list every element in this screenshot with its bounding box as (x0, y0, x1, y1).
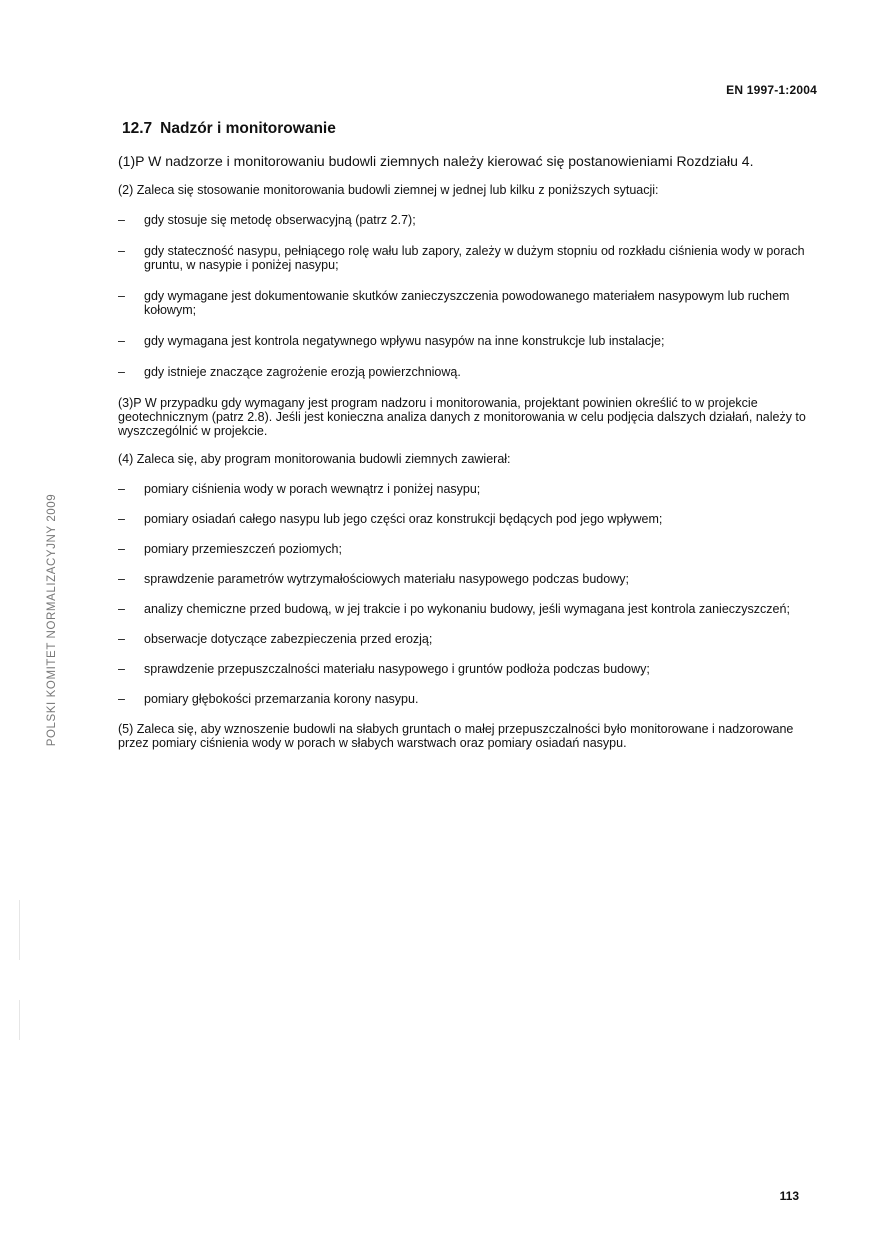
list-dash: – (118, 213, 125, 227)
section-heading (122, 120, 813, 138)
list-item: – gdy istnieje znaczące zagrożenie erozją powierzchniową. (118, 365, 461, 379)
list-item: – gdy stateczność nasypu, pełniącego rolę wału lub zapory, zależy w dużym stopniu od rozkładu ciśnienia wody w porach gruntu, w nasypie i poniżej nasypu; (118, 244, 805, 272)
list-item: – gdy wymagana jest kontrola negatywnego wpływu nasypów na inne konstrukcje lub instalacje; (118, 334, 665, 348)
list-dash: – (118, 602, 125, 616)
list-item: – gdy wymagane jest dokumentowanie skutków zanieczyszczenia powodowanego materiałem nasypowym lub ruchem kołowym; (118, 289, 790, 317)
paragraph-3: (3)P W przypadku gdy wymagany jest program nadzoru i monitorowania, projektant powinien określić to w projekcie geotechnicznym (patrz 2.8). Jeśli jest konieczna analiza danych z monitorowania w celu podjęcia dalszych działań, należy to wyszczególnić w projekcie. (118, 396, 806, 438)
document-body (118, 120, 813, 750)
scan-margin-mark (19, 1000, 20, 1040)
list-item: – pomiary ciśnienia wody w porach wewnątrz i poniżej nasypu; (118, 482, 481, 496)
situations-list (118, 213, 813, 379)
paragraph-4: (4) Zaleca się, aby program monitorowania budowli ziemnych zawierał: (118, 452, 511, 466)
side-watermark: POLSKI KOMITET NORMALIZACYJNY 2009 (46, 493, 58, 747)
paragraph-5: (5) Zaleca się, aby wznoszenie budowli na słabych gruntach o małej przepuszczalności było monitorowane i nadzorowane przez pomiary ciśnienia wody w porach w słabych warstwach oraz pomiary osiadań nasypu. (118, 722, 794, 750)
section-title: Nadzór i monitorowanie (160, 120, 336, 137)
list-item: – sprawdzenie przepuszczalności materiału nasypowego i gruntów podłoża podczas budowy; (118, 662, 650, 676)
list-item: – gdy stosuje się metodę obserwacyjną (patrz 2.7); (118, 213, 416, 227)
list-dash: – (118, 289, 125, 303)
list-dash: – (118, 365, 125, 379)
section-number: 12.7 (122, 120, 153, 137)
list-dash: – (118, 482, 125, 496)
page-number: 113 (779, 1189, 799, 1203)
list-item: – pomiary przemieszczeń poziomych; (118, 542, 342, 556)
paragraph-2: (2) Zaleca się stosowanie monitorowania budowli ziemnej w jednej lub kilku z poniższych sytuacji: (118, 183, 659, 197)
program-items-list (118, 482, 813, 706)
list-dash: – (118, 572, 125, 586)
list-dash: – (118, 542, 125, 556)
paragraph-1: (1)P W nadzorze i monitorowaniu budowli ziemnych należy kierować się postanowieniami Rozdziału 4. (118, 153, 754, 169)
document-id: EN 1997-1:2004 (726, 83, 817, 97)
list-item: – analizy chemiczne przed budową, w jej trakcie i po wykonaniu budowy, jeśli wymagana jest kontrola zanieczyszczeń; (118, 602, 790, 616)
list-dash: – (118, 632, 125, 646)
list-item: – obserwacje dotyczące zabezpieczenia przed erozją; (118, 632, 433, 646)
list-item: – sprawdzenie parametrów wytrzymałościowych materiału nasypowego podczas budowy; (118, 572, 629, 586)
list-dash: – (118, 512, 125, 526)
list-dash: – (118, 244, 125, 258)
list-dash: – (118, 692, 125, 706)
list-item: – pomiary osiadań całego nasypu lub jego części oraz konstrukcji będących pod jego wpływem; (118, 512, 663, 526)
list-item: – pomiary głębokości przemarzania korony nasypu. (118, 692, 419, 706)
list-dash: – (118, 334, 125, 348)
scan-margin-mark (19, 900, 20, 960)
list-dash: – (118, 662, 125, 676)
